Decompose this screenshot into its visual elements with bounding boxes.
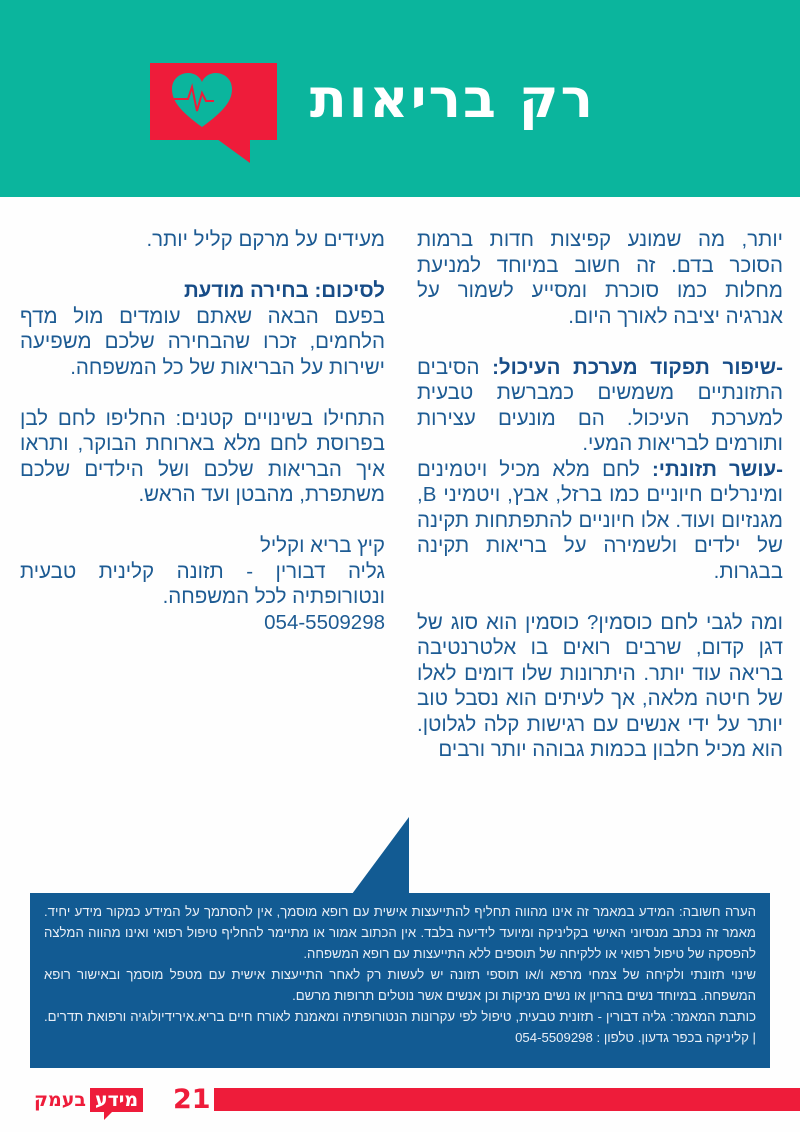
disclaimer-box [30,893,770,1068]
paragraph: בפעם הבאה שאתם עומדים מול מדף הלחמים, זכרו שהבחירה שלכם משפיעה ישירות על הבריאות של כל המשפחה. [20,304,385,379]
signoff: קיץ בריא וקליל [259,534,385,557]
page-number: 21 [173,1084,211,1115]
paragraph-nutrition: -עושר תזונתי: לחם מלא מכיל ויטמינים ומינרלים חיוניים כמו ברזל, אבץ, ויטמיני B, מגנזיום ועוד. אלו חיוניים להתפתחות תקינה של ילדים ולשמירה על בריאות תקינה בבגרות. [417,457,784,583]
paragraph: התחילו בשינויים קטנים: החליפו לחם לבן בפרוסת לחם מלא בארוחת הבוקר, ותראו איך הבריאות שלכם ושל הילדים שלכם משתפרת, מהבטן ועד הראש. [20,406,385,506]
footer-bar [214,1088,800,1111]
page-title: רק בריאות [309,67,595,130]
paragraph: יותר, מה שמונע קפיצות חדות ברמות הסוכר בדם. זה חשוב במיוחד למניעת מחלות כמו סוכרת ומסייע לשמור על אנרגיה יציבה לאורך היום. [417,228,783,328]
author-credit: גליה דבורין - תזונה קלינית טבעית ונטורופתיה לכל המשפחה. [20,559,385,608]
disclaimer-text: כותבת המאמר: גליה דבורין - תזונית טבעית, טיפול לפי עקרונות הנטורופתיה ומאמנת לאורח חיים בריא.אירידיולוגיה ורפואת תדרים. | קליניקה בכפר גדעון. טלפון : 054-5509298 [44,1009,756,1045]
logo-word: בעמק [34,1089,86,1111]
article-column-right [417,227,783,763]
publication-logo [30,1087,143,1113]
heart-pulse-icon [170,71,234,129]
disclaimer-bubble-tail [352,817,410,895]
paragraph: מעידים על מרקם קליל יותר. [146,228,385,251]
disclaimer-text: שינוי תזונתי ולקיחה של צמחי מרפא ו/או תוספי תזונה יש לעשות רק לאחר התייעצות אישית עם מטפל מוסמך ובאישור רופא המשפחה. במיוחד נשים בהריון או נשים מניקות וכן אנשים אשר נוטלים תרופות מרשם. [44,967,756,1003]
summary-heading: לסיכום: בחירה מודעת [183,279,385,302]
disclaimer-text: הערה חשובה: המידע במאמר זה אינו מהווה תחליף להתייעצות אישית עם רופא מוסמך, אין להסתמך על המידע כמקור מידע יחיד. מאמר זה נכתב מנסיוני האישי בקליניקה ומיועד לידיעה בלבד. אין הכתוב אמור או מתיימר להחליף טיפול רפואי ואינו מהווה המלצה להפסקה של טיפול רפואי או ללקיחה של תוספים ללא התייעצות עם רופא המשפחה. [44,904,756,961]
phone-number: 054-5509298 [264,610,385,634]
paragraph-digestion: -שיפור תפקוד מערכת העיכול: הסיבים התזונתיים משמשים כמברשת טבעית למערכת העיכול. הם מונעים עצירות ותורמים לבריאות המעי. [417,355,783,455]
article-column-left [20,227,385,635]
section-heading: -שיפור תפקוד מערכת העיכול: [492,355,783,379]
paragraph-spelt: ומה לגבי לחם כוסמין? כוסמין הוא סוג של דגן קדום, שרבים רואים בו אלטרנטיבה בריאה עוד יותר. היתרונות שלו דומים לאלו של חיטה מלאה, אך לעיתים הוא נסבל טוב יותר על ידי אנשים עם רגישות קלה לגלוטן. הוא מכיל חלבון בכמות גבוהה יותר ורבים [417,610,783,761]
logo-boxed-word: מידע [90,1088,143,1112]
speech-bubble-tail [217,139,251,164]
section-heading: -עושר תזונתי: [651,457,784,481]
page-header [0,0,800,197]
